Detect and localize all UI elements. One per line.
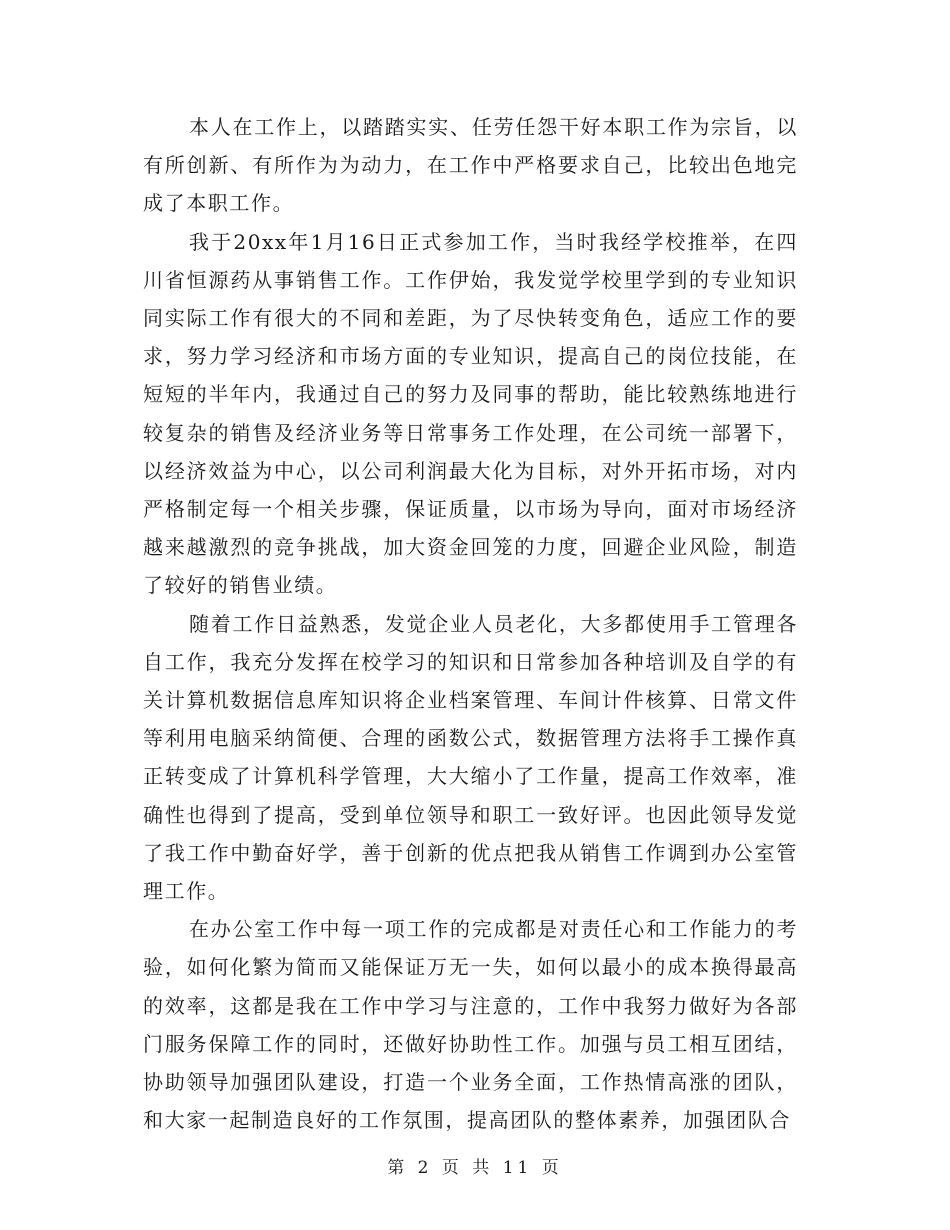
paragraph-1: 本人在工作上，以踏踏实实、任劳任怨干好本职工作为宗旨，以有所创新、有所作为为动力，在工作中严格要求自己，比较出色地完成了本职工作。 [143, 115, 798, 216]
paragraph-3: 随着工作日益熟悉，发觉企业人员老化，大多都使用手工管理各自工作，我充分发挥在校学习的知识和日常参加各种培训及自学的有关计算机数据信息库知识将企业档案管理、车间计件核算、日常文件等利用电脑采纳简便、合理的函数公式，数据管理方法将手工操作真正转变成了计算机科学管理，大大缩小了工作量，提高工作效率，准确性也得到了提高，受到单位领导和职工一致好评。也因此领导发觉了我工作中勤奋好学，善于创新的优点把我从销售工作调到办公室管理工作。 [143, 611, 798, 904]
page-footer: 第 2 页 共 11 页 [387, 1158, 563, 1178]
document-body [143, 108, 798, 1139]
paragraph-4: 在办公室工作中每一项工作的完成都是对责任心和工作能力的考验，如何化繁为简而又能保证万无一失，如何以最小的成本换得最高的效率，这都是我在工作中学习与注意的，工作中我努力做好为各部门服务保障工作的同时，还做好协助性工作。加强与员工相互团结，协助领导加强团队建设，打造一个业务全面，工作热情高涨的团队，和大家一起制造良好的工作氛围，提高团队的整体素养，加强团队合 [143, 917, 798, 1133]
paragraph-2: 我于20xx年1月16日正式参加工作，当时我经学校推举，在四川省恒源药从事销售工作。工作伊始，我发觉学校里学到的专业知识同实际工作有很大的不同和差距，为了尽快转变角色，适应工作的要求，努力学习经济和市场方面的专业知识，提高自己的岗位技能，在短短的半年内，我通过自己的努力及同事的帮助，能比较熟练地进行较复杂的销售及经济业务等日常事务工作处理，在公司统一部署下，以经济效益为中心，以公司利润最大化为目标，对外开拓市场，对内严格制定每一个相关步骤，保证质量，以市场为导向，面对市场经济越来越激烈的竞争挑战，加大资金回笼的力度，回避企业风险，制造了较好的销售业绩。 [143, 229, 798, 598]
